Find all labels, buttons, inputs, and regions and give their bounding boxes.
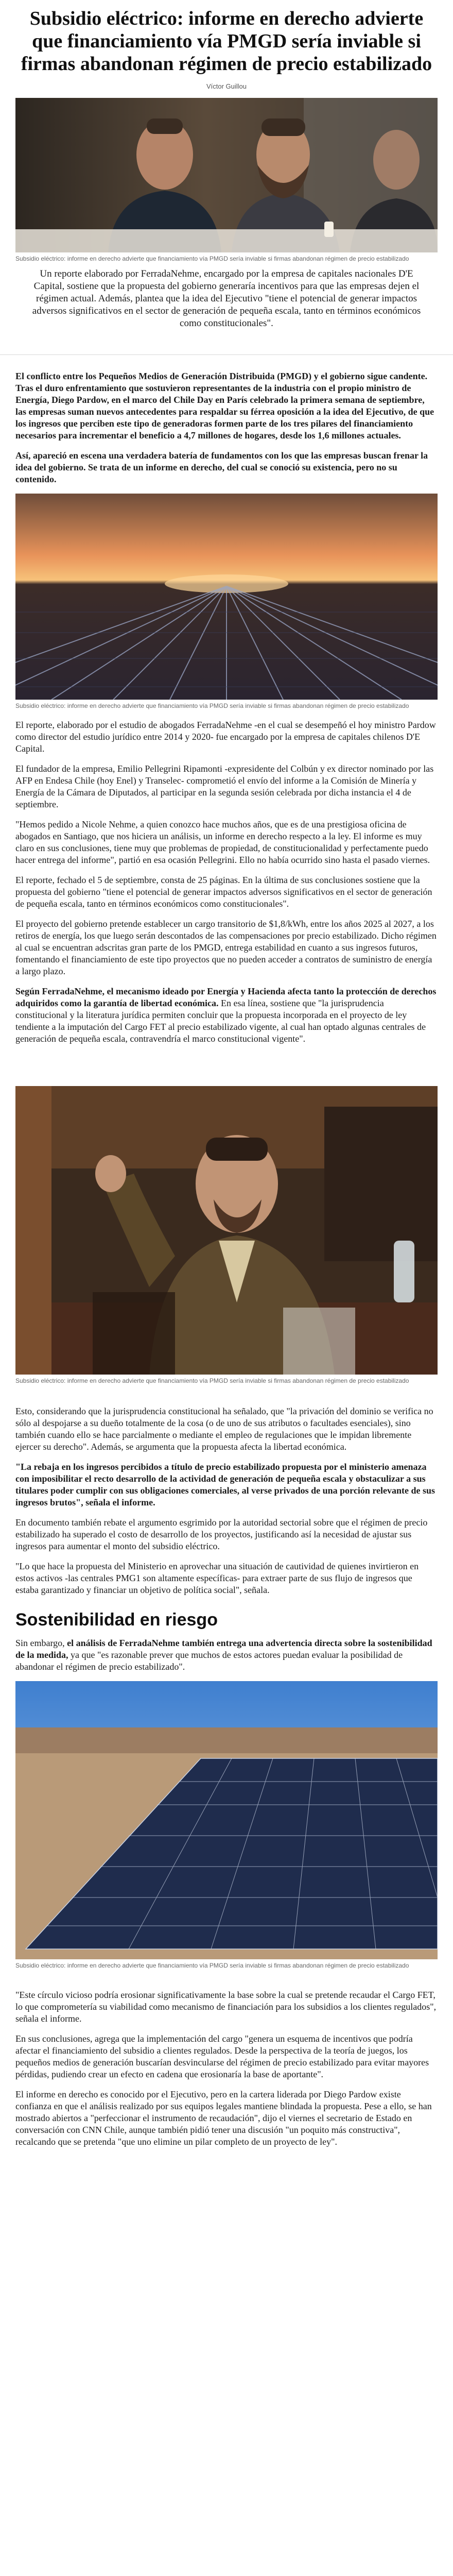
article-body bbox=[0, 1405, 453, 1673]
paragraph: "Lo que hace la propuesta del Ministerio en aprovechar una situación de cautividad de quienes invirtieron en estos activos -las centrales PMG1 son altamente específicas- para extraer parte de sus flujo de ingresos que estaba garantizado y financiar un objetivo de política social", señala. bbox=[15, 1561, 419, 1595]
section-subheading: Sostenibilidad en riesgo bbox=[15, 1610, 218, 1630]
article-body bbox=[0, 1989, 453, 2148]
paragraph bbox=[15, 1637, 438, 1673]
hero-caption: Subsidio eléctrico: informe en derecho advierte que financiamiento vía PMGD sería inviable si firmas abandonan régimen de precio estabilizado bbox=[15, 255, 409, 262]
article-lead: Un reporte elaborado por FerradaNehme, encargado por la empresa de capitales nacionales D'E Capital, sostiene que la propuesta del gobierno generaría incentivos para que las empresas dejen el régimen actual. Además, plantea que la idea del Ejecutivo "tiene el potencial de generar impactos adversos significativos en el sector de generación de pequeña escala, tanto en términos económicos como constitucionales". bbox=[32, 268, 421, 329]
article-body bbox=[0, 719, 453, 1045]
paragraph-start: Sin embargo, bbox=[15, 1638, 67, 1648]
paragraph-rest: En esa línea, sostiene que "la jurisprudencia constitucional y la literatura jurídica permiten concluir que la propuesta incorporada en el proyecto de ley tendiente a la imputación del Cargo FET al precio estabilizado vigente, al cual han optado algunas centrales de generación de pequeña escala, contravendría el marco constitucional vigente". bbox=[15, 998, 426, 1044]
paragraph: El reporte, fechado el 5 de septiembre, consta de 25 páginas. En la última de sus conclusiones sostiene que la propuesta del gobierno "tiene el potencial de generar impactos adversos significativos en el sector de generación de pequeña escala, tanto en términos económicos como constitucionales". bbox=[15, 875, 432, 909]
paragraph: El informe en derecho es conocido por el Ejecutivo, pero en la cartera liderada por Diego Pardow existe confianza en que el análisis realizado por sus equipos legales mantiene blindada la propuesta. Pese a ello, se han mostrado abiertos a "perfeccionar el instrumento de recaudación", dijo el viernes el secretario de Estado en conversación con CNN Chile, aunque también pidió tener una discusión "un poquito más constructiva", recalcando que se pretenda "que uno elimine un pilar completo de un proyecto de ley". bbox=[15, 2089, 432, 2147]
divider bbox=[0, 354, 453, 355]
solar-panels-caption: Subsidio eléctrico: informe en derecho advierte que financiamiento vía PMGD sería inviable si firmas abandonan régimen de precio estabilizado bbox=[15, 1962, 409, 1969]
paragraph: El proyecto del gobierno pretende establecer un cargo transitorio de $1,8/kWh, entre los años 2025 al 2027, a los retiros de energía, los que luego serán descontados de las compensaciones por precio estabilizado. Dicho régimen al cual se encuentran adscritas gran parte de los PMGD, entrega estabilidad en cuanto a sus ingresos futuros, fomentando el financiamiento de este tipo proyectos que no pueden acceder a contratos de suministro de energía a largo plazo. bbox=[15, 919, 437, 976]
solar-field-photo bbox=[15, 494, 438, 700]
minister-caption: Subsidio eléctrico: informe en derecho advierte que financiamiento vía PMGD sería inviable si firmas abandonan régimen de precio estabilizado bbox=[15, 1377, 409, 1384]
paragraph-bold: El conflicto entre los Pequeños Medios de Generación Distribuida (PMGD) y el gobierno sigue candente. Tras el duro enfrentamiento que sostuvieron representantes de la industria con el propio ministro de Energía, Diego Pardow, en el marco del Chile Day en París celebrado la primera semana de septiembre, las empresas suman nuevos antecedentes para respaldar su férrea oposición a la idea del Ejecutivo, de que los ingresos que perciben este tipo de generadoras formen parte de los tres pilares del financiamiento necesarios para incrementar el beneficio a 4,7 millones de hogares, desde los 1,6 millones actuales. bbox=[15, 371, 434, 440]
paragraph: El fundador de la empresa, Emilio Pellegrini Ripamonti -expresidente del Colbún y ex director nominado por las AFP en Endesa Chile (hoy Enel) y Transelec- comprometió el envío del informe a la Comisión de Minería y Energía de la Cámara de Diputados, al participar en la segunda sesión celebrada por dicha instancia el 4 de septiembre. bbox=[15, 764, 434, 809]
paragraph: "Este círculo vicioso podría erosionar significativamente la base sobre la cual se pretende recaudar el Cargo FET, lo que comprometería su viabilidad como mecanismo de financiación para los subsidios a los clientes regulados", señala el informe. bbox=[15, 1990, 437, 2024]
paragraph bbox=[15, 986, 438, 1045]
paragraph-bold: el análisis de FerradaNehme también entrega una advertencia directa sobre la sostenibilidad de la medida, bbox=[15, 1638, 432, 1660]
paragraph: En documento también rebate el argumento esgrimido por la autoridad sectorial sobre que el régimen de precio estabilizado ha superado el costo de desarrollo de los proyectos, justificando así la necesidad de ajustar sus ingresos para aumentar el monto del subsidio eléctrico. bbox=[15, 1517, 428, 1551]
article-title: Subsidio eléctrico: informe en derecho advierte que financiamiento vía PMGD sería inviable si firmas abandonan régimen de precio estabilizado bbox=[21, 8, 432, 75]
solar-panels-photo bbox=[15, 1681, 438, 1959]
article-body bbox=[0, 370, 453, 485]
paragraph: El reporte, elaborado por el estudio de abogados FerradaNehme -en el cual se desempeñó el hoy ministro Pardow como director del estudio jurídico entre 2014 y 2020- fue encargado por la empresa de capitales chilenos D'E Capital. bbox=[15, 720, 436, 754]
paragraph: Esto, considerando que la jurisprudencia constitucional ha señalado, que "la privación del dominio se verifica no sólo al despojarse a su dueño totalmente de la cosa (o de uno de sus atributos o facultades esenciales), sino también cuando ello se hace parcialmente o mediante el empleo de regulaciones que le impidan libremente ejercer su derecho". Además, se argumenta que la propuesta afecta la libertad económica. bbox=[15, 1406, 433, 1452]
paragraph: Así, apareció en escena una verdadera batería de fundamentos con los que las empresas buscan frenar la idea del gobierno. Se trata de un informe en derecho, del cual se conoció su existencia, pero no su contenido. bbox=[15, 450, 428, 484]
minister-photo bbox=[15, 1086, 438, 1375]
paragraph bbox=[15, 370, 438, 442]
paragraph: En sus conclusiones, agrega que la implementación del cargo "genera un esquema de incentivos que podría afectar el financiamiento del subsidio a clientes regulados. Desde la perspectiva de la teoría de juegos, los pequeños medios de generación buscarían desvincularse del régimen de precio estabilizado para evitar mayores pérdidas, pudiendo crear un efecto en cadena que erosionaría la base de aportante". bbox=[15, 2033, 429, 2079]
solar-field-caption: Subsidio eléctrico: informe en derecho advierte que financiamiento vía PMGD sería inviable si firmas abandonan régimen de precio estabilizado bbox=[15, 702, 409, 709]
paragraph: "La rebaja en los ingresos percibidos a título de precio estabilizado propuesta por el ministerio amenaza con imposibilitar el recto desarrollo de la actividad de generación de pequeña escala y obstaculizar a sus titulares poder cumplir con sus obligaciones comerciales, al verse privados de una porción relevante de sus ingresos brutos", señala el informe. bbox=[15, 1462, 435, 1507]
paragraph-rest: ya que "es razonable prever que muchos de estos actores puedan evaluar la posibilidad de abandonar el régimen de precio estabilizado". bbox=[15, 1650, 403, 1672]
paragraph: "Hemos pedido a Nicole Nehme, a quien conozco hace muchos años, que es de una prestigiosa oficina de abogados en Santiago, que nos hiciera un análisis, un informe en derecho respecto a la ley. El informe es muy claro en sus conclusiones, tiene muy que problemas de propiedad, de constitucionalidad y perfectamente puedo hacer entrega del informe", partió en esa ocasión Pellegrini. Ello no había ocurrido sino hasta el pasado viernes. bbox=[15, 819, 430, 865]
paragraph-bold: Según FerradaNehme, el mecanismo ideado por Energía y Hacienda afecta tanto la protección de derechos adquiridos como la garantía de libertad económica. bbox=[15, 986, 437, 1008]
author-byline: Víctor Guillou bbox=[206, 82, 247, 90]
hero-photo bbox=[15, 98, 438, 252]
